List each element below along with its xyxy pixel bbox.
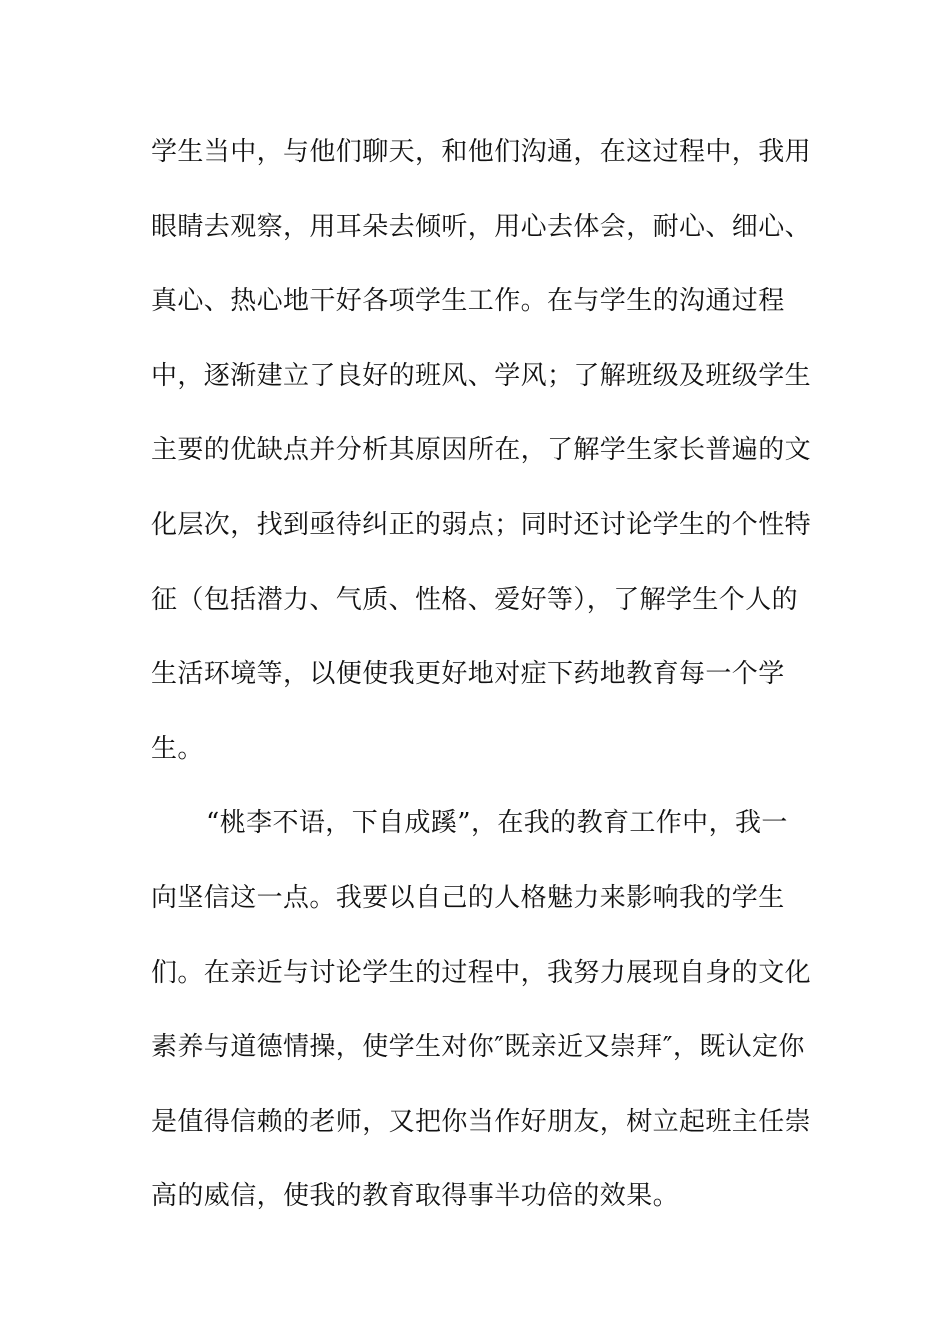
paragraph-start-line: “桃李不语，下自成蹊”，在我的教育工作中，我一 — [206, 808, 788, 839]
text-line: 生活环境等，以便使我更好地对症下药地教育每一个学 — [151, 659, 785, 690]
text-line: 征（包括潜力、气质、性格、爱好等），了解学生个人的 — [151, 584, 799, 615]
text-line: 生。 — [151, 733, 204, 764]
text-line: 素养与道德情操，使学生对你″既亲近又崇拜″，既认定你 — [151, 1032, 805, 1063]
text-line: 是值得信赖的老师，又把你当作好朋友，树立起班主任崇 — [151, 1106, 812, 1137]
body-text — [151, 124, 812, 1243]
text-line: 学生当中，与他们聊天，和他们沟通，在这过程中，我用 — [151, 137, 812, 167]
text-line: 真心、热心地干好各项学生工作。在与学生的沟通过程 — [151, 286, 785, 317]
text-line: 向坚信这一点。我要以自己的人格魅力来影响我的学生 — [151, 882, 785, 913]
text-line: 眼睛去观察，用耳朵去倾听，用心去体会，耐心、细心、 — [151, 211, 812, 242]
text-line: 高的威信，使我的教育取得事半功倍的效果。 — [151, 1181, 680, 1212]
text-line: 们。在亲近与讨论学生的过程中，我努力展现自身的文化 — [151, 957, 812, 988]
text-line: 中，逐渐建立了良好的班风、学风；了解班级及班级学生 — [151, 360, 812, 391]
text-line: 化层次，找到亟待纠正的弱点；同时还讨论学生的个性特 — [151, 509, 812, 540]
text-line: 主要的优缺点并分析其原因所在，了解学生家长普遍的文 — [151, 435, 812, 466]
